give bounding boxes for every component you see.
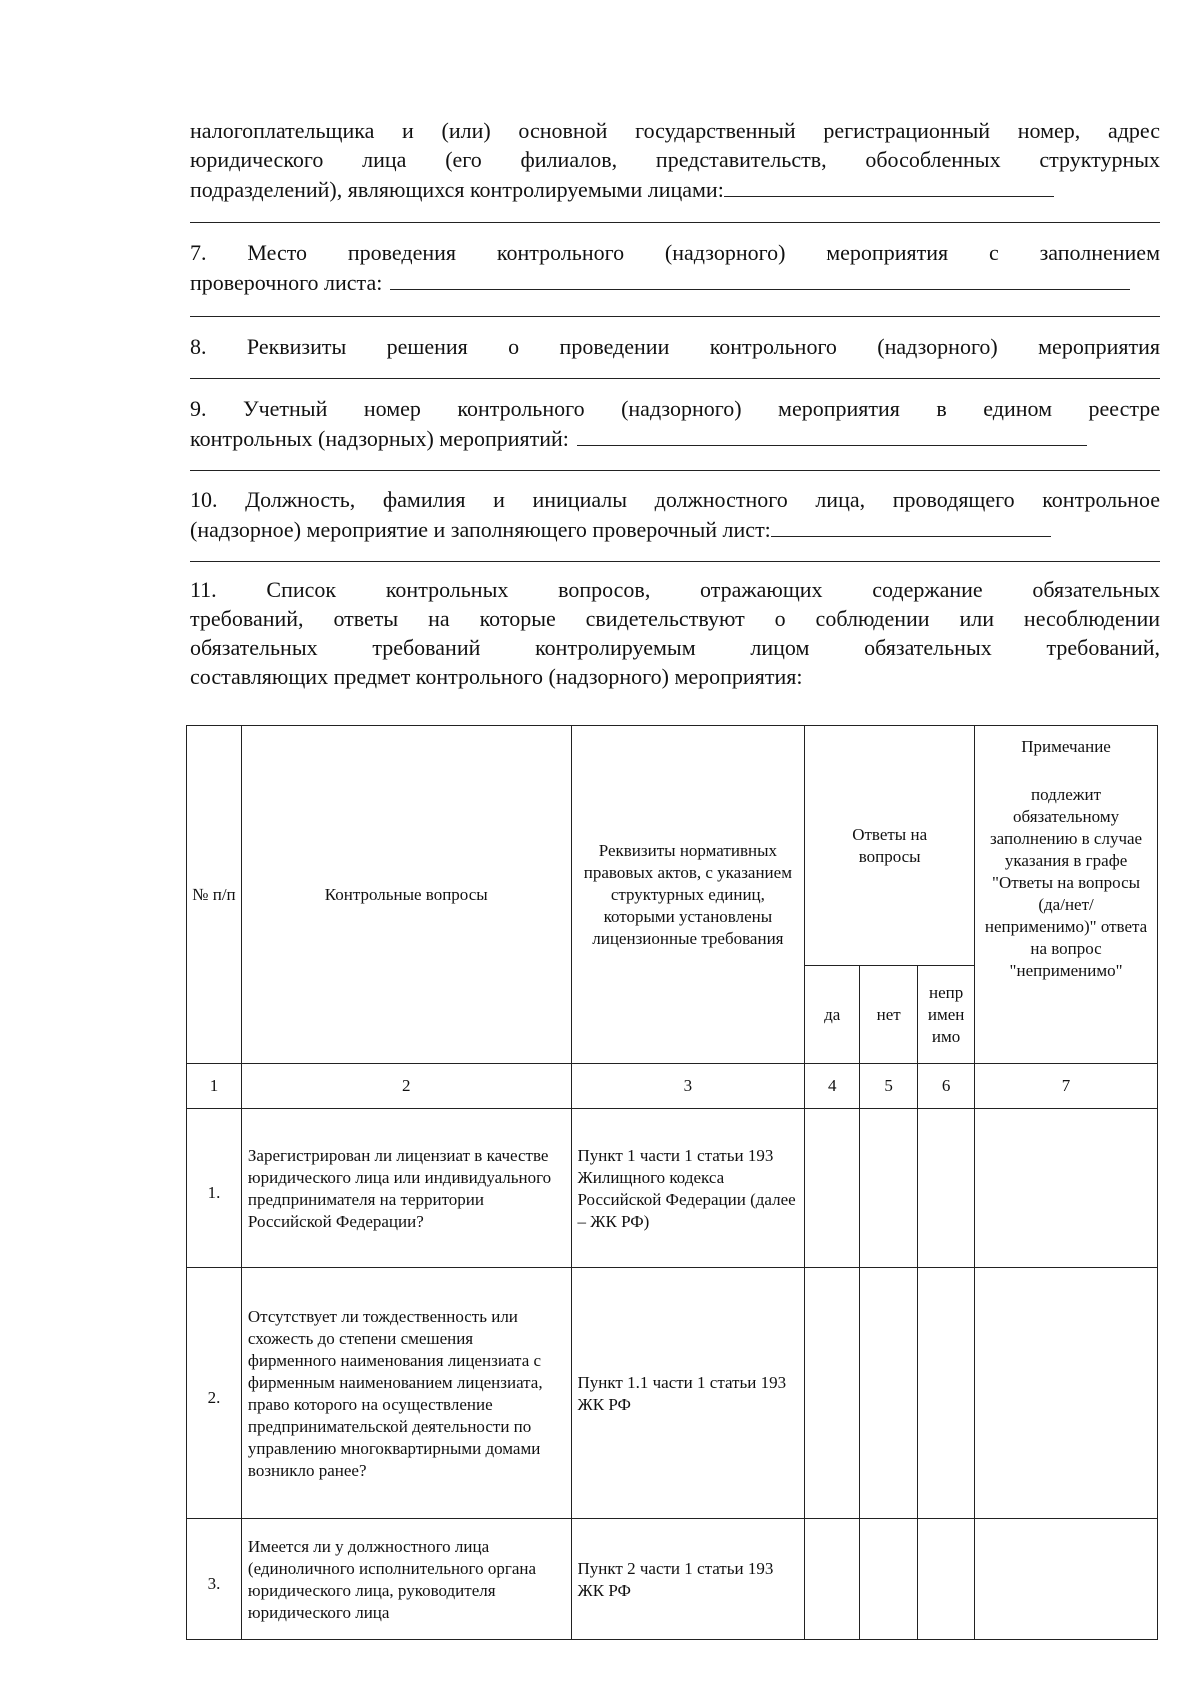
col-number: 6 bbox=[918, 1064, 975, 1109]
item-8-paragraph bbox=[190, 332, 1160, 361]
answer-no-cell[interactable] bbox=[860, 1519, 918, 1640]
item-10-paragraph bbox=[190, 485, 1160, 544]
row-number: 2. bbox=[187, 1268, 242, 1519]
item-10-fill-line[interactable] bbox=[771, 514, 1051, 537]
answer-no-cell[interactable] bbox=[860, 1268, 918, 1519]
row-question: Имеется ли у должностного лица (единоличного исполнительного органа юридического лица, руководителя юридического лица bbox=[241, 1519, 571, 1640]
col-number: 3 bbox=[571, 1064, 805, 1109]
header-yes: да bbox=[805, 966, 860, 1064]
table-row bbox=[187, 1109, 1158, 1268]
header-num: № п/п bbox=[187, 726, 242, 1064]
item-11-line-2: требований, ответы на которые свидетельствуют о соблюдении или несоблюдении bbox=[190, 606, 1160, 631]
intro-line-2: юридического лица (его филиалов, представительств, обособленных структурных bbox=[190, 147, 1160, 172]
col-number: 4 bbox=[805, 1064, 860, 1109]
header-note-title: Примечание bbox=[1021, 737, 1111, 756]
item-11-paragraph bbox=[190, 575, 1160, 691]
item-9-line-1: 9. Учетный номер контрольного (надзорного) мероприятия в едином реестре bbox=[190, 396, 1160, 421]
item-7-blank-line[interactable] bbox=[190, 316, 1160, 317]
answer-no-cell[interactable] bbox=[860, 1109, 918, 1268]
row-question: Отсутствует ли тождественность или схожесть до степени смешения фирменного наименования лицензиата с фирменным наименованием лицензиата, право которого на осуществление предпринимательской деятельности по управлению многоквартирными домами возникло ранее? bbox=[241, 1268, 571, 1519]
col-number: 5 bbox=[860, 1064, 918, 1109]
row-number: 1. bbox=[187, 1109, 242, 1268]
row-question: Зарегистрирован ли лицензиат в качестве юридического лица или индивидуального предпринимателя на территории Российской Федерации? bbox=[241, 1109, 571, 1268]
header-note bbox=[975, 726, 1158, 1064]
item-7-fill-line[interactable] bbox=[390, 267, 1130, 290]
header-answers: Ответы на вопросы bbox=[805, 726, 975, 966]
item-10-line-1: 10. Должность, фамилия и инициалы должностного лица, проводящего контрольное bbox=[190, 487, 1160, 512]
item-10-line-2: (надзорное) мероприятие и заполняющего проверочный лист: bbox=[190, 517, 771, 542]
answer-yes-cell[interactable] bbox=[805, 1109, 860, 1268]
header-requisites: Реквизиты нормативных правовых актов, с указанием структурных единиц, которыми установлены лицензионные требования bbox=[571, 726, 805, 1064]
note-cell[interactable] bbox=[975, 1109, 1158, 1268]
answer-yes-cell[interactable] bbox=[805, 1268, 860, 1519]
item-11-line-1: 11. Список контрольных вопросов, отражающих содержание обязательных bbox=[190, 577, 1160, 602]
item-9-line-2: контрольных (надзорных) мероприятий: bbox=[190, 426, 569, 451]
answer-na-cell[interactable] bbox=[918, 1268, 975, 1519]
col-number: 1 bbox=[187, 1064, 242, 1109]
row-requisites: Пункт 2 части 1 статьи 193 ЖК РФ bbox=[571, 1519, 805, 1640]
row-requisites: Пункт 1.1 части 1 статьи 193 ЖК РФ bbox=[571, 1268, 805, 1519]
answer-na-cell[interactable] bbox=[918, 1109, 975, 1268]
intro-fill-line[interactable] bbox=[724, 174, 1054, 197]
column-numbers-row bbox=[187, 1064, 1158, 1109]
intro-line-1: налогоплательщика и (или) основной государственный регистрационный номер, адрес bbox=[190, 118, 1160, 143]
table-row bbox=[187, 1519, 1158, 1640]
answer-yes-cell[interactable] bbox=[805, 1519, 860, 1640]
intro-paragraph bbox=[190, 116, 1160, 204]
checklist-table bbox=[186, 725, 1158, 1640]
col-number: 2 bbox=[241, 1064, 571, 1109]
intro-line-3: подразделений), являющихся контролируемыми лицами: bbox=[190, 177, 724, 202]
item-9-fill-line[interactable] bbox=[577, 423, 1087, 446]
item-9-blank-line[interactable] bbox=[190, 470, 1160, 471]
item-7-line-2: проверочного листа: bbox=[190, 270, 383, 295]
item-8-blank-line[interactable] bbox=[190, 378, 1160, 379]
item-11-line-4: составляющих предмет контрольного (надзорного) мероприятия: bbox=[190, 664, 803, 689]
table-row bbox=[187, 1268, 1158, 1519]
header-no: нет bbox=[860, 966, 918, 1064]
row-number: 3. bbox=[187, 1519, 242, 1640]
row-requisites: Пункт 1 части 1 статьи 193 Жилищного кодекса Российской Федерации (далее – ЖК РФ) bbox=[571, 1109, 805, 1268]
item-7-line-1: 7. Место проведения контрольного (надзорного) мероприятия с заполнением bbox=[190, 240, 1160, 265]
note-cell[interactable] bbox=[975, 1519, 1158, 1640]
item-11-line-3: обязательных требований контролируемым лицом обязательных требований, bbox=[190, 635, 1160, 660]
item-7-paragraph bbox=[190, 238, 1160, 297]
header-question: Контрольные вопросы bbox=[241, 726, 571, 1064]
intro-blank-line[interactable] bbox=[190, 222, 1160, 223]
item-9-paragraph bbox=[190, 394, 1160, 453]
item-8-line-1: 8. Реквизиты решения о проведении контрольного (надзорного) мероприятия bbox=[190, 334, 1160, 359]
header-note-body: подлежит обязательному заполнению в случае указания в графе "Ответы на вопросы (да/нет/неприменимо)" ответа на вопрос "неприменимо" bbox=[984, 785, 1148, 980]
header-not-applicable: непр имен имо bbox=[918, 966, 975, 1064]
item-10-blank-line[interactable] bbox=[190, 561, 1160, 562]
col-number: 7 bbox=[975, 1064, 1158, 1109]
answer-na-cell[interactable] bbox=[918, 1519, 975, 1640]
note-cell[interactable] bbox=[975, 1268, 1158, 1519]
